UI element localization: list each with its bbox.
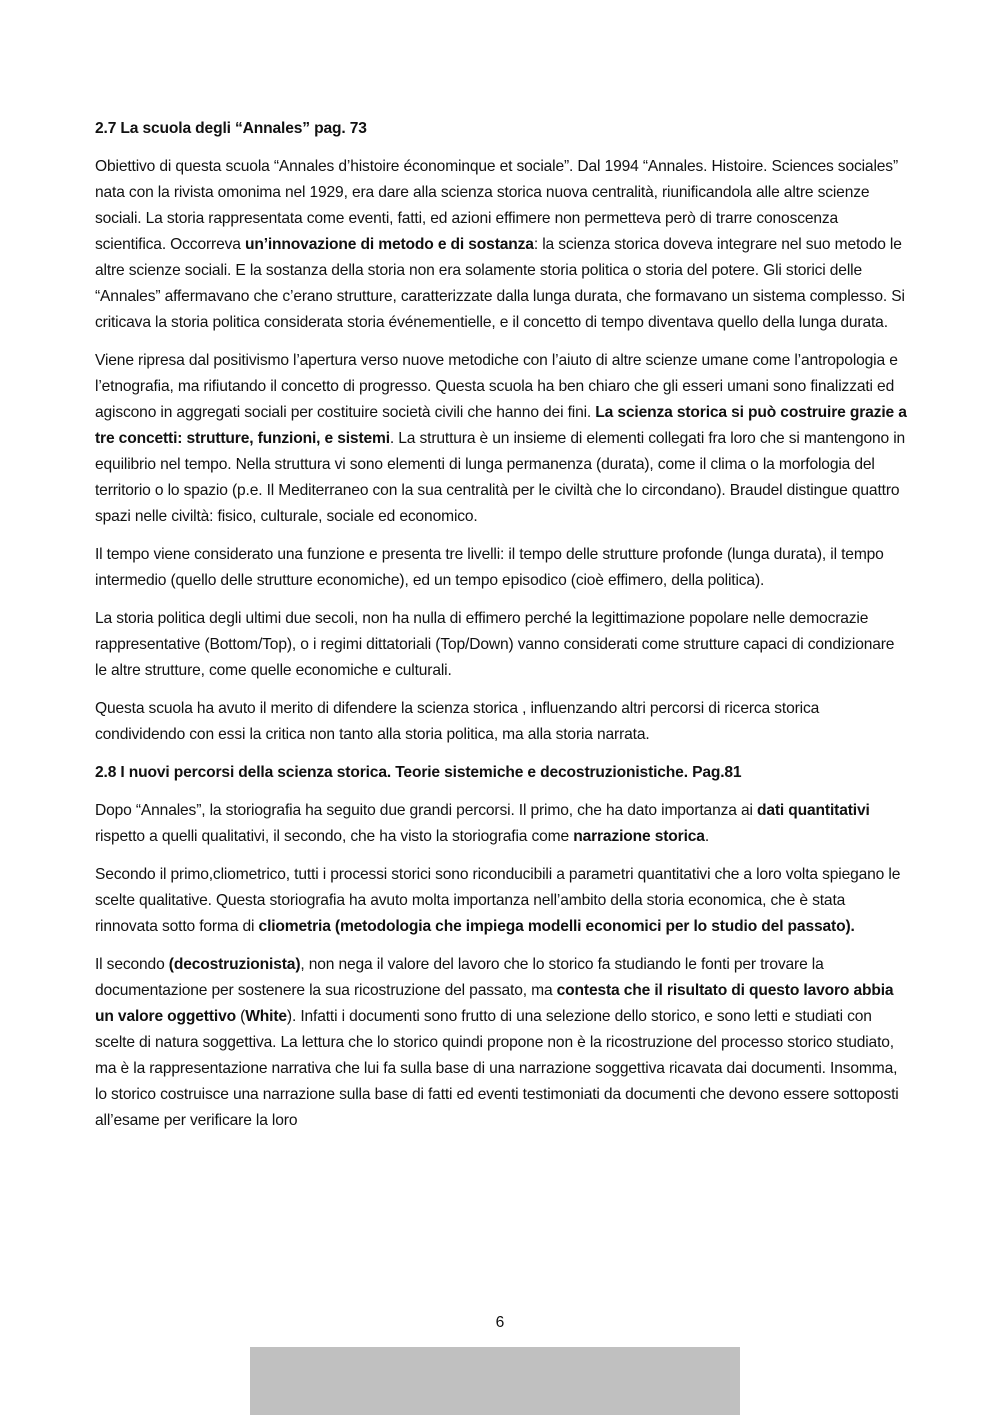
paragraph-text: : la scienza storica doveva integrare nel suo metodo le altre scienze sociali. E la sostanza della storia non era solamente storia politica o storia del potere. Gli storici delle “Annales” affermavano che c’erano strutture, caratterizzate dalla lunga durata, che formavano un sistema complesso. Si criticava la storia politica considerata storia événementielle, e il concetto di tempo diventava quello della lunga durata.	[95, 236, 905, 331]
paragraph	[95, 154, 907, 336]
page-number: 6	[495, 1314, 505, 1331]
bold-text: contesta che il risultato di questo lavoro abbia un valore oggettivo	[95, 982, 894, 1025]
bold-text: White	[245, 1008, 287, 1025]
paragraph-text: ). Infatti i documenti sono frutto di una selezione dello storico, e sono letti e studiati con scelte di natura soggettiva. La lettura che lo storico quindi propone non è la ricostruzione del processo storico studiato, ma è la rappresentazione narrativa che lui fa sulla base di una narrazione soggettiva ricavata dai documenti. Insomma, lo storico costruisce una narrazione sulla base di fatti ed eventi testimoniati da documenti che devono essere sottoposti all’esame per verificare la loro	[95, 1008, 899, 1129]
bold-text: (decostruzionista)	[168, 956, 301, 973]
paragraph-text: Il secondo	[95, 956, 169, 973]
paragraph: La storia politica degli ultimi due secoli, non ha nulla di effimero perché la legittimazione popolare nelle democrazie rappresentative (Bottom/Top), o i regimi dittatoriali (Top/Down) vanno considerati come strutture capaci di condizionare le altre strutture, come quelle economiche e culturali.	[95, 610, 895, 679]
bold-text: un’innovazione di metodo e di sostanza	[244, 236, 534, 253]
paragraph-text: Viene ripresa dal positivismo l’apertura verso nuove metodiche con l’aiuto di altre scienze umane come l’antropologia e l’etnografia, ma rifiutando il concetto di progresso. Questa scuola ha ben chiaro che gli esseri umani sono finalizzati ed agiscono in aggregati sociali per costituire società civili che hanno dei fini.	[95, 352, 898, 421]
paragraph-text: Dopo “Annales”, la storiografia ha seguito due grandi percorsi. Il primo, che ha dato importanza ai	[95, 802, 757, 819]
section-heading-2-8: 2.8 I nuovi percorsi della scienza storica. Teorie sistemiche e decostruzionistiche. Pag.81	[95, 764, 742, 781]
paragraph-text: Obiettivo di questa scuola “Annales d’histoire économinque et sociale”. Dal 1994 “Annales. Histoire. Sciences sociales” nata con la rivista omonima nel 1929, era dare alla scienza storica nuova centralità, riunificandola alle altre scienze sociali. La storia rappresentata come eventi, fatti, ed azioni effimere non permetteva però di trarre conoscenza scientifica. Occorreva	[95, 158, 898, 253]
paragraph-text: . La struttura è un insieme di elementi collegati fra loro che si mantengono in equilibrio nel tempo. Nella struttura vi sono elementi di lunga permanenza (durata), come il clima o la morfologia del territorio o lo spazio (p.e. Il Mediterraneo con la sua centralità per le civiltà che lo circondano). Braudel distingue quattro spazi nelle civiltà: fisico, culturale, sociale ed economico.	[95, 430, 906, 525]
bold-text: dati quantitativi	[756, 802, 870, 819]
paragraph	[95, 798, 907, 850]
paragraph	[95, 952, 907, 1134]
paragraph: Il tempo viene considerato una funzione e presenta tre livelli: il tempo delle strutture profonde (lunga durata), il tempo intermedio (quello delle strutture economiche), ed un tempo episodico (cioè effimero, della politica).	[95, 546, 884, 589]
footer-gray-band	[250, 1347, 740, 1415]
paragraph: Questa scuola ha avuto il merito di difendere la scienza storica , influenzando altri percorsi di ricerca storica condividendo con essi la critica non tanto alla storia politica, ma alla storia narrata.	[95, 700, 820, 743]
page-body	[95, 116, 907, 1146]
bold-text: cliometria (metodologia che impiega modelli economici per lo studio del passato).	[258, 918, 855, 935]
paragraph-text: Secondo il primo,cliometrico, tutti i processi storici sono riconducibili a parametri quantitativi che a loro volta spiegano le scelte qualitative. Questa storiografia ha avuto molta importanza nell’ambito della storia economica, che è stata rinnovata sotto forma di	[95, 866, 901, 935]
paragraph	[95, 862, 907, 940]
paragraph-text: rispetto a quelli qualitativi, il secondo, che ha visto la storiografia come	[95, 828, 574, 845]
paragraph-text: , non nega il valore del lavoro che lo storico fa studiando le fonti per trovare la documentazione per sostenere la sua ricostruzione del passato, ma	[95, 956, 824, 999]
bold-text: La scienza storica si può costruire grazie a tre concetti: strutture, funzioni, e sistemi	[95, 404, 907, 447]
paragraph-text: (	[235, 1008, 246, 1025]
bold-text: narrazione storica	[573, 828, 705, 845]
paragraph	[95, 348, 907, 530]
paragraph-text: .	[704, 828, 710, 845]
section-heading-2-7: 2.7 La scuola degli “Annales” pag. 73	[95, 120, 367, 137]
